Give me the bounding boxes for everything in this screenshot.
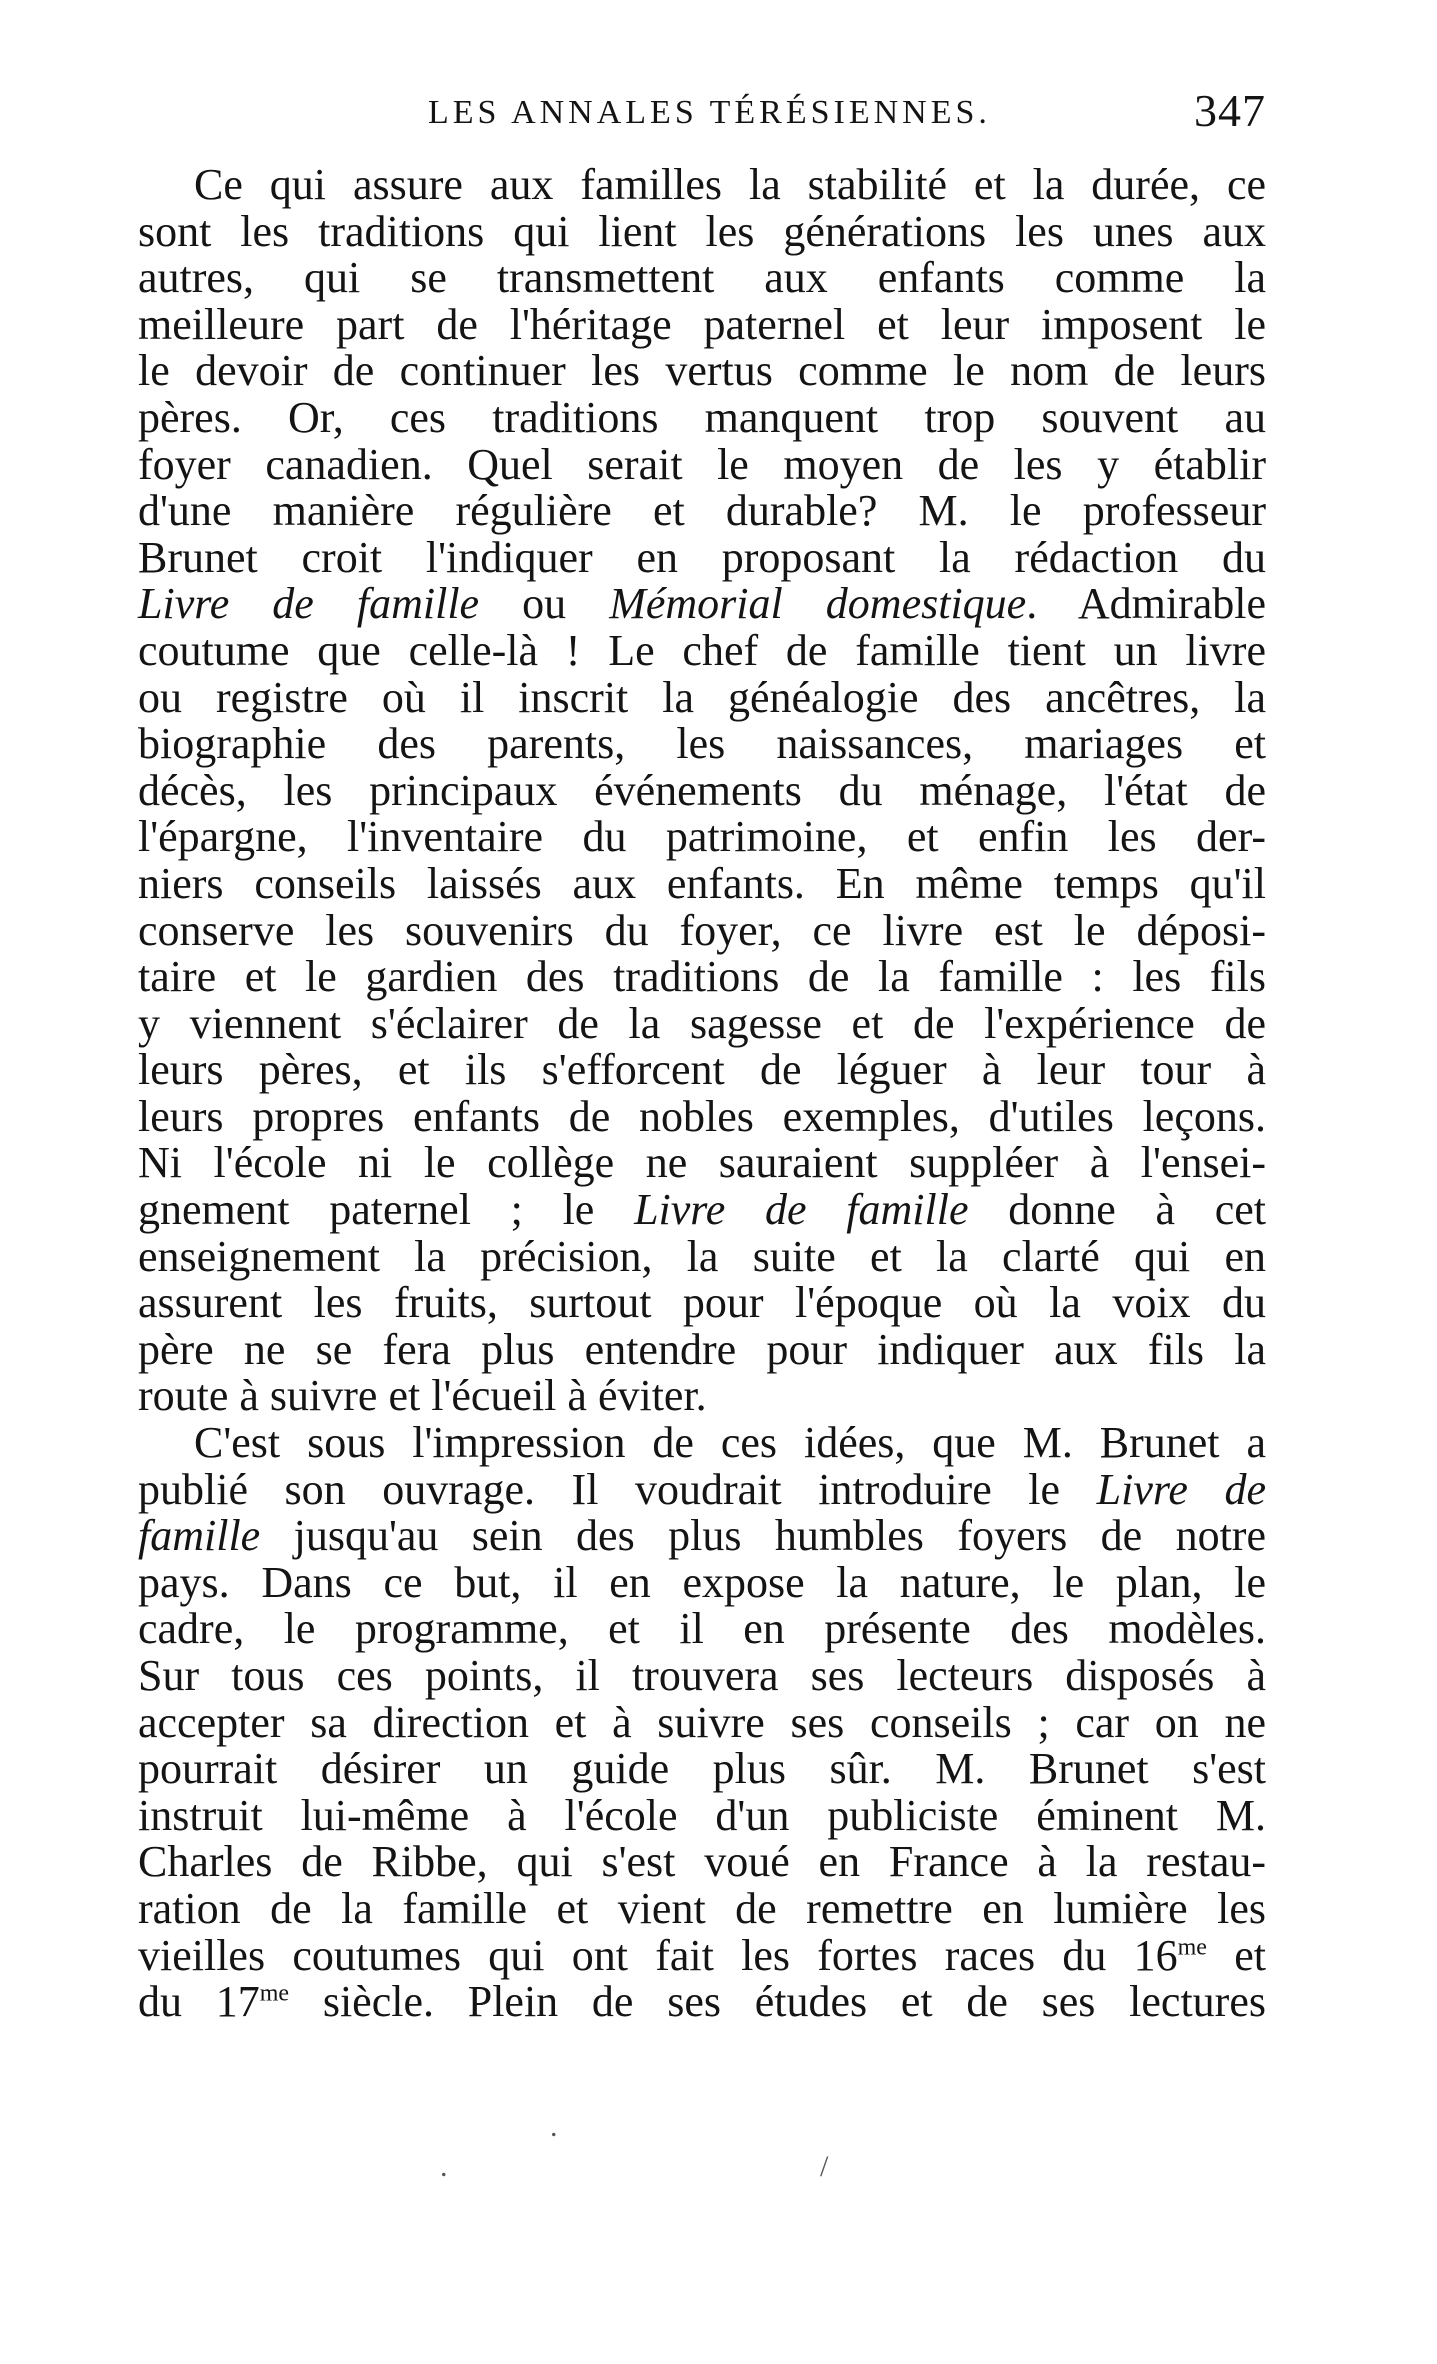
text-line: l'épargne, l'inventaire du patrimoine, et enfin les der- — [138, 812, 1266, 862]
text-line: autres, qui se transmettent aux enfants comme la — [138, 253, 1266, 303]
text-line: route à suivre et l'écueil à éviter. — [138, 1371, 707, 1421]
running-header — [138, 80, 1266, 150]
book-title-italic: Livre de famille — [138, 579, 480, 629]
text-line: d'une manière régulière et durable? M. le professeur — [138, 486, 1266, 536]
text-line: enseignement la précision, la suite et la clarté qui en — [138, 1231, 1266, 1281]
text-line: biographie des parents, les naissances, mariages et — [138, 719, 1266, 769]
stray-mark: . — [440, 2150, 448, 2183]
text-line: pères. Or, ces traditions manquent trop souvent au — [138, 392, 1266, 442]
text-line — [138, 1930, 1266, 1980]
text-line: foyer canadien. Quel serait le moyen de les y établir — [138, 439, 1266, 489]
text-line — [138, 1187, 1266, 1234]
book-title-italic: Livre de famille — [634, 1185, 969, 1235]
text-line: conserve les souvenirs du foyer, ce livre est le déposi- — [138, 905, 1266, 955]
text-run: . Admirable — [1026, 579, 1267, 629]
text-line: meilleure part de l'héritage paternel et leur imposent le — [138, 299, 1266, 349]
text-run: et — [1206, 1930, 1266, 1980]
text-line: Sur tous ces points, il trouvera ses lecteurs disposés à — [138, 1651, 1266, 1700]
text-line: leurs pères, et ils s'efforcent de léguer à leur tour à — [138, 1045, 1266, 1095]
text-run: jusqu'au sein des plus humbles foyers de notre — [260, 1511, 1266, 1561]
text-line — [138, 1464, 1266, 1514]
stray-mark: / — [820, 2150, 829, 2183]
text-line — [138, 581, 1266, 628]
text-line — [138, 1979, 1266, 2026]
text-line: taire et le gardien des traditions de la famille : les fils — [138, 952, 1266, 1002]
stray-mark: . — [550, 2110, 558, 2143]
text-line: Ni l'école ni le collège ne sauraient suppléer à l'ensei- — [138, 1138, 1266, 1188]
text-line: décès, les principaux événements du ménage, l'état de — [138, 765, 1266, 815]
text-line: Brunet croit l'indiquer en proposant la rédaction du — [138, 532, 1266, 582]
book-title-italic: Mémorial domestique — [609, 579, 1027, 629]
text-line: pays. Dans ce but, il en expose la nature, le plan, le — [138, 1557, 1266, 1607]
text-line: ou registre où il inscrit la généalogie des ancêtres, la — [138, 672, 1266, 722]
stray-marks — [440, 2110, 840, 2190]
text-line: Charles de Ribbe, qui s'est voué en France à la restau- — [138, 1837, 1266, 1887]
text-line: ration de la famille et vient de remettre en lumière les — [138, 1883, 1266, 1933]
text-line: y viennent s'éclairer de la sagesse et de l'expérience de — [138, 998, 1266, 1048]
text-line: cadre, le programme, et il en présente des modèles. — [138, 1604, 1266, 1654]
text-line: coutume que celle-là ! Le chef de famille tient un livre — [138, 625, 1266, 675]
text-line: sont les traditions qui lient les générations les unes aux — [138, 206, 1266, 256]
text-run: donne à cet — [968, 1185, 1266, 1235]
text-run: siècle. Plein de ses études et de ses lectures — [289, 1977, 1266, 2027]
text-line: niers conseils laissés aux enfants. En même temps qu'il — [138, 858, 1266, 908]
text-run: vieilles coutumes qui ont fait les fortes races du 16 — [138, 1930, 1178, 1980]
book-title-italic: Livre de — [1096, 1464, 1266, 1514]
text-run: du 17 — [138, 1977, 260, 2027]
text-line: père ne se fera plus entendre pour indiquer aux fils la — [138, 1324, 1266, 1374]
text-line: instruit lui-même à l'école d'un publiciste éminent M. — [138, 1790, 1266, 1840]
text-line: C'est sous l'impression de ces idées, que M. Brunet a — [194, 1418, 1266, 1468]
text-line — [138, 1513, 1266, 1560]
text-run: ou — [479, 579, 610, 629]
text-run: gnement paternel ; le — [138, 1185, 635, 1235]
text-line: Ce qui assure aux familles la stabilité et la durée, ce — [194, 160, 1266, 209]
text-line: le devoir de continuer les vertus comme le nom de leurs — [138, 346, 1266, 396]
superscript: me — [259, 1980, 290, 2007]
body-text — [138, 162, 1266, 2026]
text-line: leurs propres enfants de nobles exemples, d'utiles leçons. — [138, 1091, 1266, 1141]
running-title: LES ANNALES TÉRÉSIENNES. — [428, 94, 991, 131]
paragraph — [138, 1420, 1266, 2026]
text-run: publié son ouvrage. Il voudrait introduire le — [138, 1464, 1097, 1514]
superscript: me — [1177, 1933, 1207, 1960]
book-page — [138, 80, 1266, 2026]
page-number: 347 — [1194, 85, 1266, 136]
book-title-italic: famille — [138, 1511, 261, 1561]
text-line: accepter sa direction et à suivre ses conseils ; car on ne — [138, 1697, 1266, 1747]
text-line: assurent les fruits, surtout pour l'époque où la voix du — [138, 1278, 1266, 1328]
text-line: pourrait désirer un guide plus sûr. M. Brunet s'est — [138, 1744, 1266, 1794]
paragraph — [138, 162, 1266, 1420]
